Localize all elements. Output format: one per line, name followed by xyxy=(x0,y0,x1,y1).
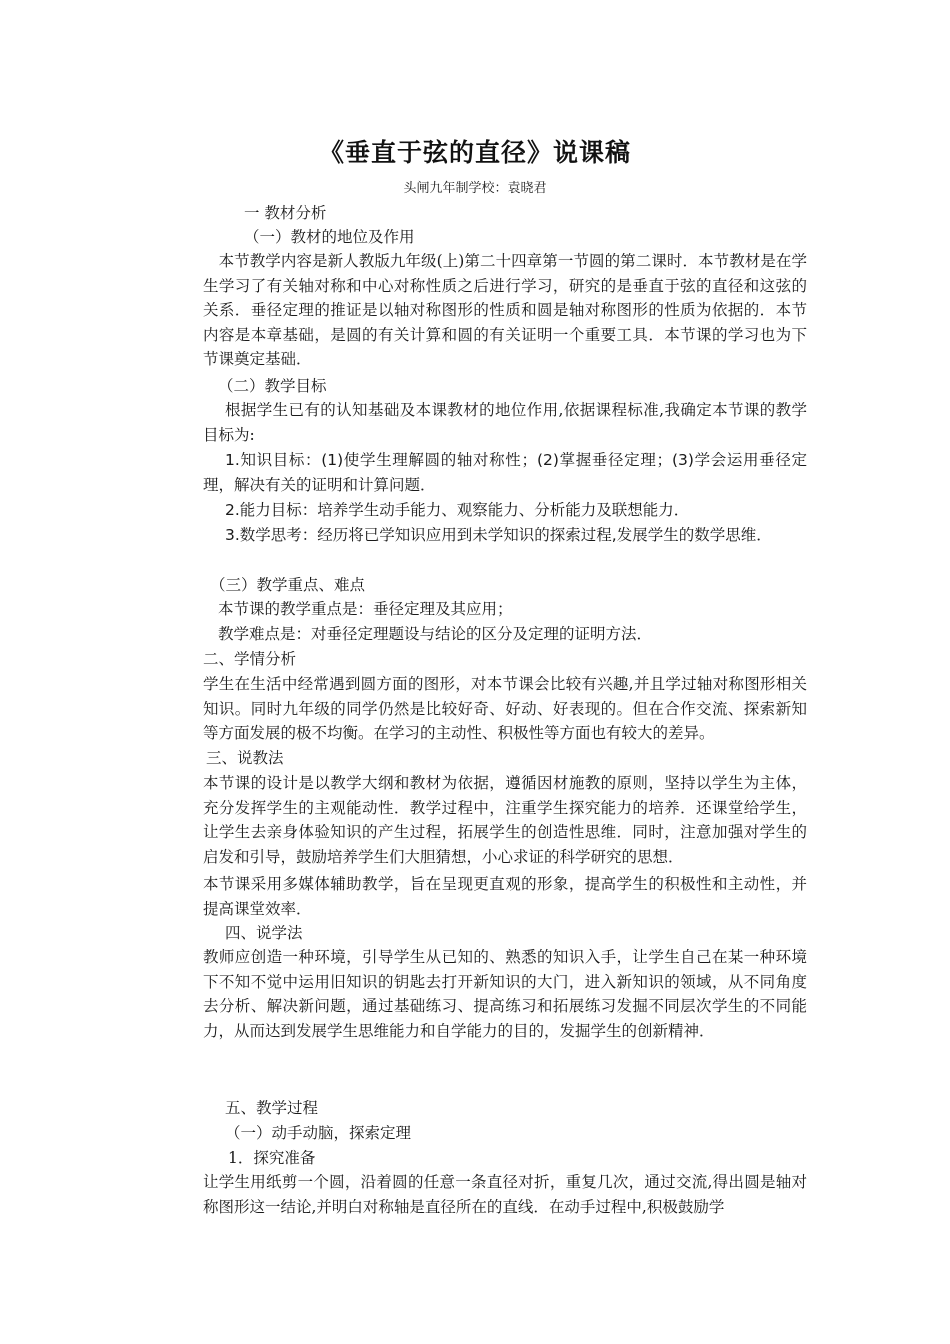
goal-knowledge: 1.知识目标：(1)使学生理解圆的轴对称性；(2)掌握垂径定理；(3)学会运用垂径定理，解决有关的证明和计算问题． xyxy=(203,451,807,494)
section-1-1-heading: （一）教材的地位及作用 xyxy=(244,228,415,246)
author-line: 头闸九年制学校：袁晓君 xyxy=(403,181,547,196)
section-4-heading: 四、说学法 xyxy=(225,924,303,942)
section-5-1-1-heading: 1．探究准备 xyxy=(228,1149,316,1167)
section-1-heading: 一 教材分析 xyxy=(244,204,327,222)
section-5-1-1-paragraph: 让学生用纸剪一个圆，沿着圆的任意一条直径对折，重复几次，通过交流,得出圆是轴对称图形这一结论,并明白对称轴是直径所在的直线．在动手过程中,积极鼓励学 xyxy=(203,1173,807,1216)
section-1-3-heading: （三）教学重点、难点 xyxy=(210,576,366,594)
document-title: 《垂直于弦的直径》说课稿 xyxy=(318,138,631,167)
goal-thinking: 3.数学思考：经历将已学知识应用到未学知识的探索过程,发展学生的数学思维． xyxy=(225,526,772,544)
section-3-paragraph-2: 本节课采用多媒体辅助教学，旨在呈现更直观的形象，提高学生的积极性和主动性，并提高课堂效率． xyxy=(203,875,807,918)
goal-ability: 2.能力目标：培养学生动手能力、观察能力、分析能力及联想能力． xyxy=(225,501,690,519)
section-5-1-heading: （一）动手动脑，探索定理 xyxy=(225,1124,412,1142)
section-4-paragraph: 教师应创造一种环境，引导学生从已知的、熟悉的知识入手，让学生自己在某一种环境下不知不觉中运用旧知识的钥匙去打开新知识的大门，进入新知识的领域，从不同角度去分析、解决新问题，通过基础练习、提高练习和拓展练习发掘不同层次学生的不同能力，从而达到发展学生思维能力和自学能力的目的，发掘学生的创新精神． xyxy=(203,948,807,1040)
difficulty-line: 教学难点是：对垂径定理题设与结论的区分及定理的证明方法． xyxy=(218,625,653,643)
section-1-2-heading: （二）教学目标 xyxy=(218,377,327,395)
section-2-paragraph: 学生在生活中经常遇到圆方面的图形，对本节课会比较有兴趣,并且学过轴对称图形相关知识。同时九年级的同学仍然是比较好奇、好动、好表现的。但在合作交流、探索新知等方面发展的极不均衡。在学习的主动性、积极性等方面也有较大的差异。 xyxy=(203,675,807,742)
key-point-line: 本节课的教学重点是：垂径定理及其应用； xyxy=(218,600,513,618)
section-2-heading: 二、学情分析 xyxy=(203,650,297,668)
section-3-heading: 三、说教法 xyxy=(206,749,284,767)
section-5-heading: 五、教学过程 xyxy=(225,1099,319,1117)
section-1-2-paragraph: 根据学生已有的认知基础及本课教材的地位作用,依据课程标准,我确定本节课的教学目标为: xyxy=(203,401,807,444)
section-3-paragraph-1: 本节课的设计是以教学大纲和教材为依据，遵循因材施教的原则，坚持以学生为主体，充分发挥学生的主观能动性．教学过程中，注重学生探究能力的培养．还课堂给学生，让学生去亲身体验知识的产生过程，拓展学生的创造性思维．同时，注意加强对学生的启发和引导，鼓励培养学生们大胆猜想，小心求证的科学研究的思想． xyxy=(203,774,807,866)
section-1-1-paragraph: 本节教学内容是新人教版九年级(上)第二十四章第一节圆的第二课时．本节教材是在学生学习了有关轴对称和中心对称性质之后进行学习，研究的是垂直于弦的直径和这弦的关系．垂径定理的推证是以轴对称图形的性质和圆是轴对称图形的性质为依据的．本节内容是本章基础，是圆的有关计算和圆的有关证明一个重要工具．本节课的学习也为下节课奠定基础． xyxy=(203,252,807,368)
